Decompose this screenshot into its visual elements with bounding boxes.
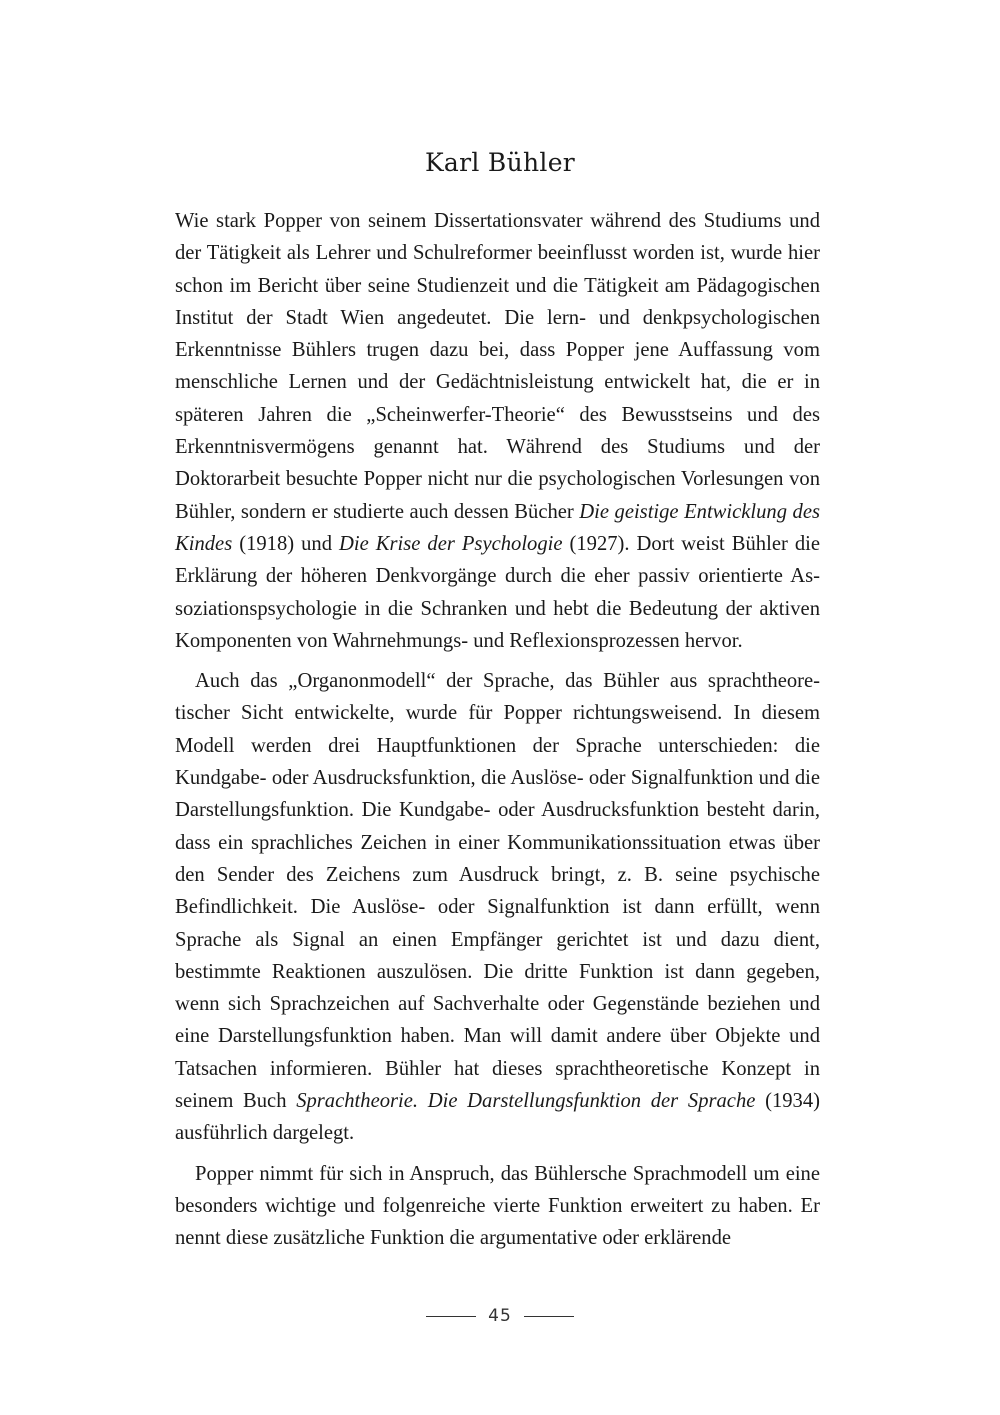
book-title-italic: Sprachtheorie. Die Darstellungsfunktion der Sprache [296, 1090, 756, 1113]
book-title-italic: Die geistige Entwicklung des Kindes [175, 500, 820, 555]
book-title-italic: Die Krise der Psychologie [339, 532, 563, 555]
body-text [175, 205, 820, 1263]
page-footer [0, 1306, 1000, 1326]
page-number: 45 [488, 1306, 512, 1326]
chapter-title: Karl Bühler [424, 148, 576, 177]
text-segment: Wie stark Popper von seinem Dissertationsvater während des Studiums und der Tätigkeit als Lehrer und Schulreformer beeinflusst worden ist, wurde hier schon im Bericht über seine Studienzeit und die Tätigkeit am Pädagogischen Institut der Stadt Wien angedeutet. Die lern- und denkpsychologischen Erkenntnisse Bühlers trugen dazu bei, dass Popper jene Auffassung vom menschliche Lernen und der Gedächtnisleistung entwickelt hat, die er in späteren Jahren die „Scheinwerfer-Theorie“ des Bewusstseins und des Erkenntnisvermögens genannt hat. Während des Studiums und der Doktorarbeit besuchte Popper nicht nur die psychologischen Vorlesungen von Bühler, sondern er studierte auch dessen Bücher [175, 210, 820, 523]
text-segment: Popper nimmt für sich in Anspruch, das Bühlersche Sprachmodell um eine besonders wichtige und folgenreiche vierte Funktion erweitert zu haben. Er nennt diese zusätzliche Funktion die argumentative oder erklärende [175, 1162, 820, 1250]
text-segment: (1934) ausführlich dargelegt. [175, 1090, 820, 1145]
text-segment: (1918) und [232, 532, 340, 555]
footer-rule-right [524, 1316, 574, 1317]
paragraph-3 [175, 1158, 820, 1255]
paragraph-2 [175, 665, 820, 1149]
footer-rule-left [426, 1316, 476, 1317]
text-segment: Auch das „Organonmodell“ der Sprache, das Bühler aus sprachtheoretischer Sicht entwickelte, wurde für Popper richtungsweisend. In diesem Modell werden drei Hauptfunktionen der Sprache unterschieden: die Kundgabe- oder Ausdrucksfunktion, die Auslöse- oder Signalfunktion und die Darstellungsfunktion. Die Kundgabe- oder Ausdrucksfunktion besteht darin, dass ein sprachliches Zeichen in einer Kommunikationssituation etwas über den Sender des Zeichens zum Ausdruck bringt, z. B. seine psychische Befindlichkeit. Die Auslöse- oder Signalfunktion ist dann erfüllt, wenn Sprache als Signal an einen Empfänger gerichtet ist und dazu dient, bestimmte Reaktionen auszulösen. Die dritte Funktion ist dann gegeben, wenn sich Sprachzeichen auf Sachverhalte oder Gegenstände beziehen und eine Darstellungsfunktion haben. Man will damit andere über Objekte und Tatsachen informieren. Bühler hat dieses sprachtheoretische Konzept in seinem Buch [175, 670, 820, 1113]
text-segment: (1927). Dort weist Bühler die Erklärung der höheren Denkvorgänge durch die eher passiv orientierte Assoziationspsychologie in die Schranken und hebt die Bedeutung der aktiven Komponenten von Wahrnehmungs- und Reflexionsprozessen hervor. [175, 532, 820, 652]
paragraph-1 [175, 205, 820, 657]
